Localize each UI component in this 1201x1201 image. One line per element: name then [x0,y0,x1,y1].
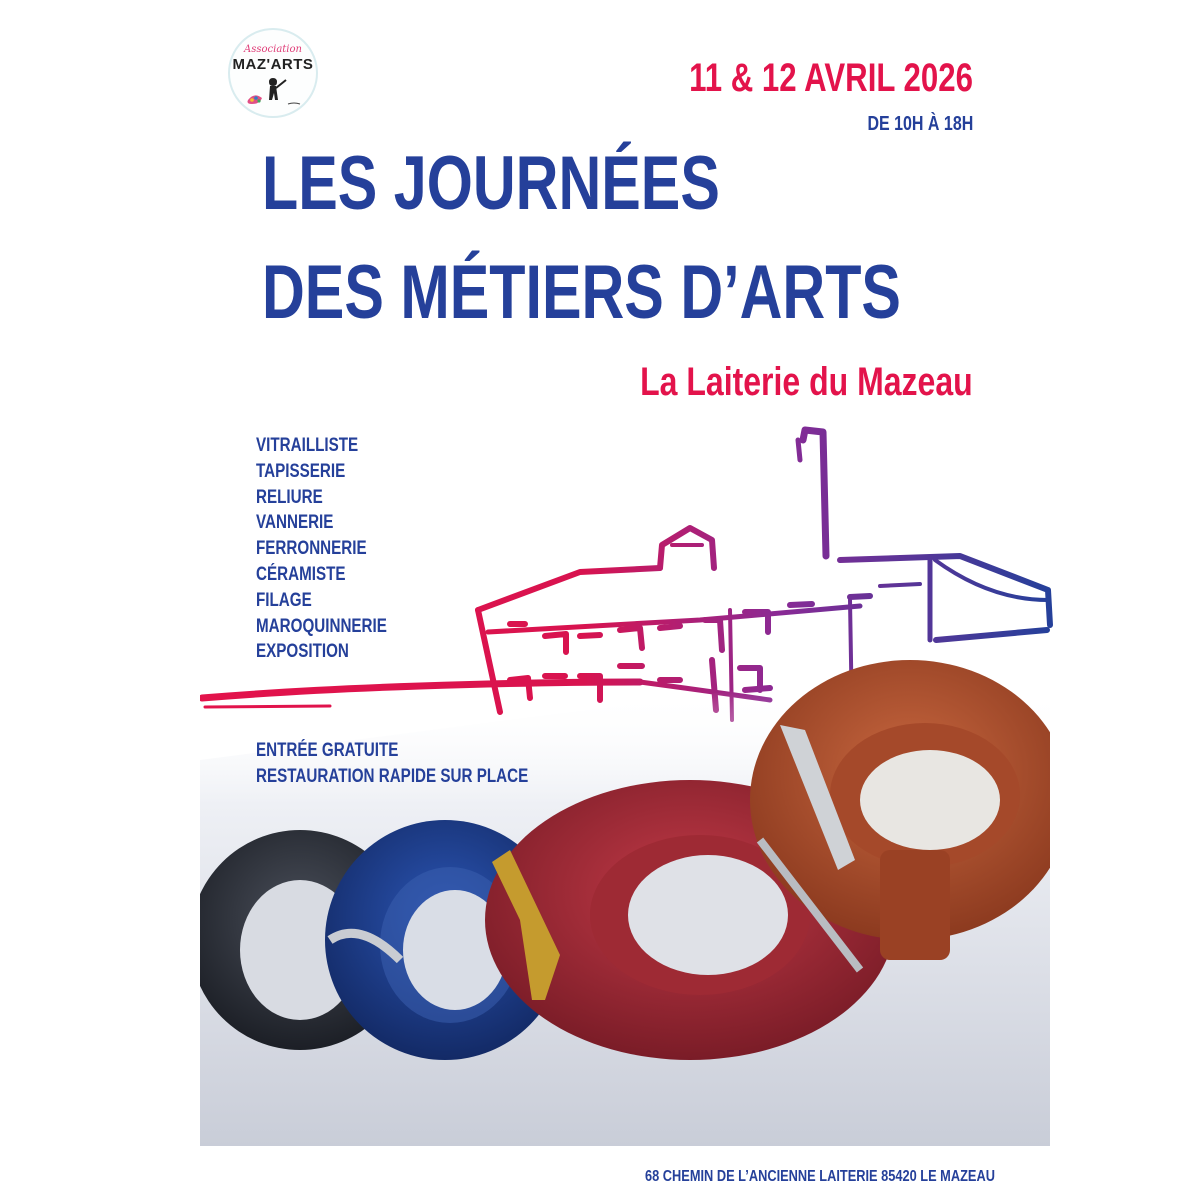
list-item: FERRONNERIE [256,538,367,560]
list-item: MAROQUINNERIE [256,615,387,637]
crafts-list [256,433,420,665]
leather-belts-photo [200,656,1050,1146]
list-item: CÉRAMISTE [256,563,346,585]
list-item: VANNERIE [256,512,334,534]
logo-association-text: Association [244,44,302,55]
logo-name-text: MAZ'ARTS [232,56,314,73]
list-item: TAPISSERIE [256,460,346,482]
food-text: RESTAURATION RAPIDE SUR PLACE [256,766,529,787]
event-venue: La Laiterie du Mazeau [640,360,973,404]
event-info [256,738,596,790]
event-date: 11 & 12 AVRIL 2026 [689,56,973,100]
list-item: EXPOSITION [256,641,349,663]
event-address: 68 CHEMIN DE L’ANCIENNE LAITERIE 85420 LE MAZEAU [645,1168,995,1185]
list-item: FILAGE [256,589,312,611]
event-hours: DE 10H À 18H [867,113,973,135]
event-title-line2: DES MÉTIERS D’ARTS [262,250,901,335]
painter-figure-icon [240,74,310,110]
mazarts-logo [228,28,318,118]
list-item: RELIURE [256,486,323,508]
event-title-line1: LES JOURNÉES [262,141,720,226]
free-entry-text: ENTRÉE GRATUITE [256,740,399,761]
list-item: VITRAILLISTE [256,435,359,456]
